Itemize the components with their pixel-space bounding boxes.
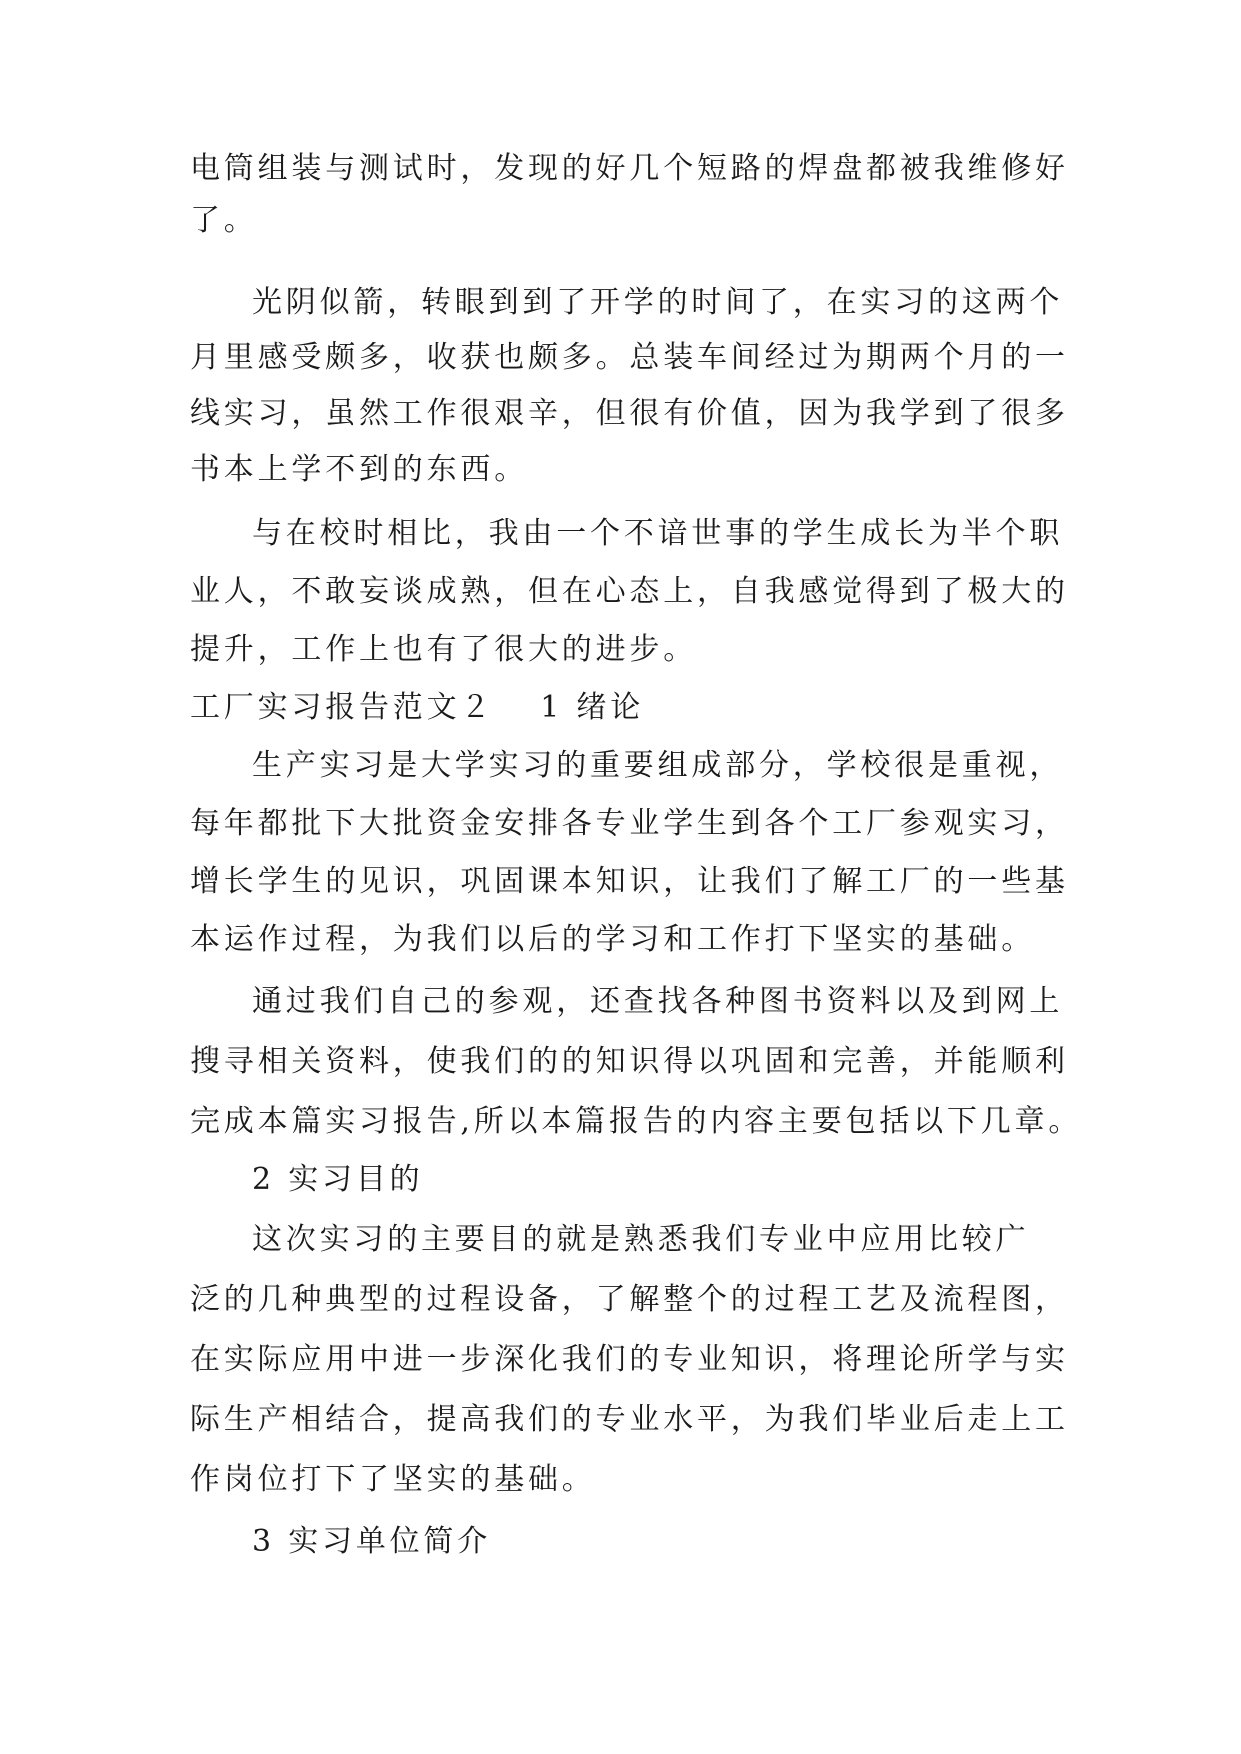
paragraph-3-line-3: 提升，工作上也有了很大的进步。 [190,632,697,667]
paragraph-4-line-2: 每年都批下大批资金安排各专业学生到各个工厂参观实习， [190,806,1069,841]
paragraph-5-line-3: 完成本篇实习报告,所以本篇报告的内容主要包括以下几章。 [190,1104,1083,1139]
paragraph-6-line-3: 在实际应用中进一步深化我们的专业知识，将理论所学与实 [190,1342,1069,1377]
paragraph-3-line-1: 与在校时相比，我由一个不谙世事的学生成长为半个职 [252,516,1064,551]
paragraph-1-line-1: 电筒组装与测试时，发现的好几个短路的焊盘都被我维修好 [190,151,1069,186]
paragraph-2-line-4: 书本上学不到的东西。 [190,452,528,487]
paragraph-4-line-3: 增长学生的见识，巩固课本知识，让我们了解工厂的一些基 [190,864,1069,899]
report-title: 工厂实习报告范文２ [190,690,495,725]
section-1-heading: 1 绪论 [540,690,645,725]
paragraph-5-line-1: 通过我们自己的参观，还查找各种图书资料以及到网上 [252,984,1064,1019]
section-2-heading: 2 实习目的 [252,1162,424,1197]
paragraph-2-line-3: 线实习，虽然工作很艰辛，但很有价值，因为我学到了很多 [190,396,1069,431]
paragraph-2-line-1: 光阴似箭，转眼到到了开学的时间了，在实习的这两个 [252,285,1064,320]
paragraph-6-line-2: 泛的几种典型的过程设备，了解整个的过程工艺及流程图， [190,1282,1069,1317]
report-heading [190,688,644,728]
paragraph-2-line-2: 月里感受颇多，收获也颇多。总装车间经过为期两个月的一 [190,340,1069,375]
paragraph-4-line-1: 生产实习是大学实习的重要组成部分，学校很是重视， [252,748,1064,783]
paragraph-1-line-2: 了。 [190,203,258,238]
paragraph-6-line-4: 际生产相结合，提高我们的专业水平，为我们毕业后走上工 [190,1402,1069,1437]
paragraph-6-line-5: 作岗位打下了坚实的基础。 [190,1462,596,1497]
section-3-heading: 3 实习单位简介 [252,1524,492,1559]
paragraph-6-line-1: 这次实习的主要目的就是熟悉我们专业中应用比较广 [252,1222,1030,1257]
paragraph-5-line-2: 搜寻相关资料，使我们的的知识得以巩固和完善，并能顺利 [190,1044,1069,1079]
paragraph-3-line-2: 业人，不敢妄谈成熟，但在心态上，自我感觉得到了极大的 [190,574,1069,609]
paragraph-4-line-4: 本运作过程，为我们以后的学习和工作打下坚实的基础。 [190,922,1035,957]
